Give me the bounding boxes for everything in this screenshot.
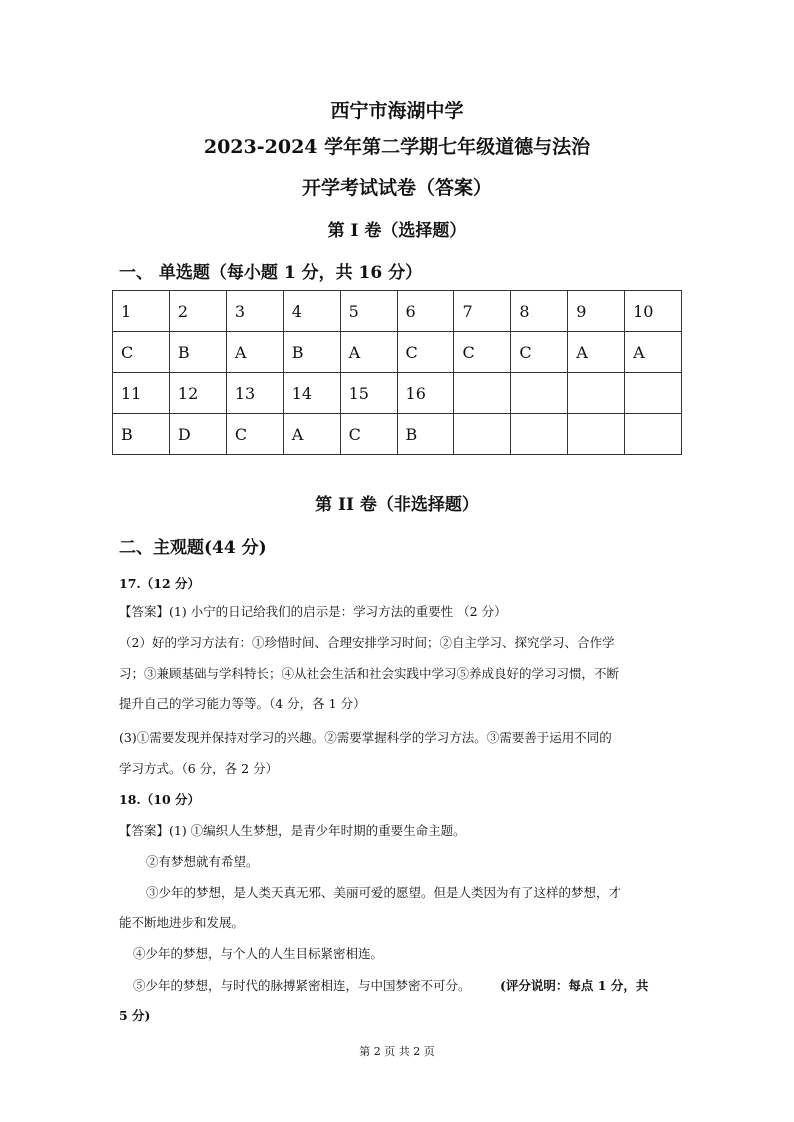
table-cell: 4 (283, 291, 340, 332)
answer-line: ④少年的梦想，与个人的人生目标紧密相连。 (133, 946, 384, 961)
table-cell (568, 373, 625, 414)
table-cell: B (397, 414, 454, 455)
answer-line: 习；③兼顾基础与学科特长；④从社会生活和社会实践中学习⑤养成良好的学习习惯，不断 (119, 666, 620, 681)
table-cell: 9 (568, 291, 625, 332)
section2-title: 二、主观题(44 分) (119, 538, 267, 558)
table-cell (454, 373, 511, 414)
answer-line: 【答案】(1) 小宁的日记给我们的启示是：学习方法的重要性 （2 分） (119, 604, 507, 619)
table-cell (568, 414, 625, 455)
table-row (113, 373, 682, 414)
table-row (113, 332, 682, 373)
answer-line: ⑤少年的梦想，与时代的脉搏紧密相连，与中国梦密不可分。 (133, 978, 471, 993)
answer-line: 提升自己的学习能力等等。（4 分，各 1 分） (119, 696, 366, 711)
answer-line: (3)①需要发现并保持对学习的兴趣。②需要掌握科学的学习方法。③需要善于运用不同的 (119, 730, 612, 745)
table-cell: 3 (226, 291, 283, 332)
table-cell: 10 (625, 291, 682, 332)
table-cell: A (226, 332, 283, 373)
table-cell: B (169, 332, 226, 373)
table-cell: 1 (113, 291, 170, 332)
table-cell: 6 (397, 291, 454, 332)
question-18-heading: 18.（10 分） (119, 792, 200, 807)
table-cell: 2 (169, 291, 226, 332)
volume1-title: 第 I 卷（选择题） (327, 221, 467, 241)
table-cell: 7 (454, 291, 511, 332)
table-cell: 8 (511, 291, 568, 332)
school-name: 西宁市海湖中学 (330, 100, 464, 122)
table-cell: C (454, 332, 511, 373)
exam-type: 开学考试试卷（答案） (301, 177, 492, 199)
table-cell: A (625, 332, 682, 373)
answer-table (112, 290, 682, 455)
table-cell: C (113, 332, 170, 373)
table-cell: 16 (397, 373, 454, 414)
table-cell (454, 414, 511, 455)
answer-line: 学习方式。（6 分，各 2 分） (119, 761, 279, 776)
table-cell (625, 373, 682, 414)
volume2-title: 第 II 卷（非选择题） (315, 495, 479, 515)
page-footer: 第 2 页 共 2 页 (359, 1045, 435, 1058)
table-cell: A (283, 414, 340, 455)
table-cell: C (511, 332, 568, 373)
table-cell (511, 414, 568, 455)
table-row (113, 291, 682, 332)
table-cell: 5 (340, 291, 397, 332)
table-cell: 14 (283, 373, 340, 414)
answer-line: 能不断地进步和发展。 (119, 915, 245, 930)
answer-line: ②有梦想就有希望。 (146, 854, 259, 869)
table-cell: 12 (169, 373, 226, 414)
exam-name: 2023-2024 学年第二学期七年级道德与法治 (203, 136, 591, 158)
table-cell: A (568, 332, 625, 373)
table-cell (511, 373, 568, 414)
table-cell: A (340, 332, 397, 373)
table-cell: D (169, 414, 226, 455)
table-cell: 13 (226, 373, 283, 414)
scoring-note: (评分说明：每点 1 分，共 (500, 978, 649, 993)
table-cell: B (283, 332, 340, 373)
table-cell: 11 (113, 373, 170, 414)
table-cell: C (397, 332, 454, 373)
table-cell: B (113, 414, 170, 455)
question-17-heading: 17.（12 分） (119, 576, 200, 591)
table-cell: C (340, 414, 397, 455)
table-cell: C (226, 414, 283, 455)
answer-line: 【答案】(1) ①编织人生梦想，是青少年时期的重要生命主题。 (119, 823, 466, 838)
table-cell (625, 414, 682, 455)
answer-line: ③少年的梦想，是人类天真无邪、美丽可爱的愿望。但是人类因为有了这样的梦想，才 (146, 885, 622, 900)
table-row (113, 414, 682, 455)
section1-title: 一、 单选题（每小题 1 分，共 16 分） (119, 263, 423, 283)
answer-line: （2）好的学习方法有：①珍惜时间、合理安排学习时间；②自主学习、探究学习、合作学 (119, 635, 615, 650)
table-cell: 15 (340, 373, 397, 414)
scoring-note: 5 分) (119, 1008, 151, 1023)
